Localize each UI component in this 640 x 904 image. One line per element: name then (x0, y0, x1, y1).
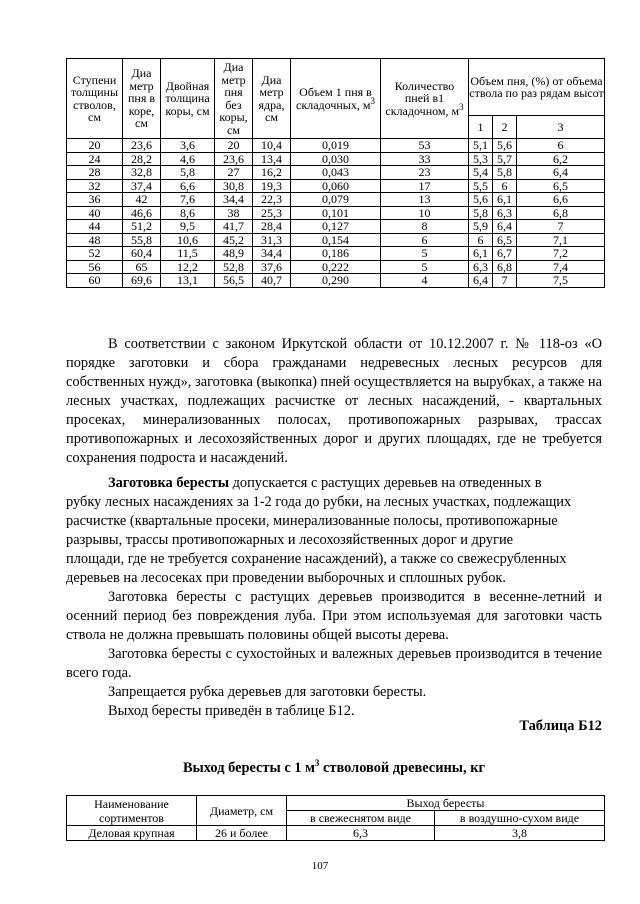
table-cell: 23,6 (215, 152, 253, 166)
table-cell: 5,4 (469, 166, 493, 180)
table-cell: 6,3 (493, 206, 517, 220)
table-cell: 13,4 (253, 152, 291, 166)
table-cell: 5,1 (469, 139, 493, 153)
table-cell: 48,9 (215, 247, 253, 261)
table-cell: 8,6 (161, 206, 215, 220)
header-stump-diameter-bark: Диа метр пня в коре, см (123, 59, 161, 139)
table-cell: 5,8 (493, 166, 517, 180)
table-cell: 6,1 (469, 247, 493, 261)
header-fresh: в свежеснятом виде (287, 811, 435, 826)
page-number: 107 (311, 860, 329, 872)
header-height-class-1: 1 (469, 116, 493, 139)
table-title: Выход бересты с 1 $м^3$ стволовой древесины, кг (182, 758, 486, 776)
header-height-class-2: 2 (493, 116, 517, 139)
table-cell: 41,7 (215, 220, 253, 234)
paragraph-line: рубку лесных насаждениях за 1-2 года до рубки, на лесных участках, подлежащих (66, 494, 572, 510)
table-cell: 30,8 (215, 179, 253, 193)
table-cell: 6,4 (469, 274, 493, 288)
table-cell: 0,079 (291, 193, 381, 207)
table-cell: 10 (381, 206, 469, 220)
table-cell: 8 (381, 220, 469, 234)
table-cell: 10,4 (253, 139, 291, 153)
table-cell: 60 (67, 274, 123, 288)
table-cell: 6,5 (517, 179, 605, 193)
table-cell: 6,6 (161, 179, 215, 193)
table-cell: 5,6 (469, 193, 493, 207)
table-cell: 23,6 (123, 139, 161, 153)
table-cell: 9,5 (161, 220, 215, 234)
table-cell: 40,7 (253, 274, 291, 288)
table-cell: 53 (381, 139, 469, 153)
table-cell: 34,4 (253, 247, 291, 261)
table-cell: 3,8 (435, 826, 605, 841)
table-cell: 5,7 (493, 152, 517, 166)
table-cell: 36 (67, 193, 123, 207)
table-cell: 42 (123, 193, 161, 207)
table-cell: 5 (381, 247, 469, 261)
table-cell: 3,6 (161, 139, 215, 153)
bark-table-body (67, 826, 605, 841)
table-cell: 20 (215, 139, 253, 153)
table-cell: 5,6 (493, 139, 517, 153)
paragraph-text: Выход бересты приведён в таблице Б12. (108, 703, 355, 719)
header-core-diameter: Диа метр ядра, см (253, 59, 291, 139)
table-cell: 52,8 (215, 260, 253, 274)
table-cell: 28,2 (123, 152, 161, 166)
table-cell: 37,4 (123, 179, 161, 193)
table-cell: 6,2 (517, 152, 605, 166)
table-cell: 0,290 (291, 274, 381, 288)
table-cell: 5,5 (469, 179, 493, 193)
table-cell: 10,6 (161, 233, 215, 247)
table-caption: Таблица Б12 (519, 718, 602, 734)
table-cell: 45,2 (215, 233, 253, 247)
table-cell: 20 (67, 139, 123, 153)
table-cell: 0,127 (291, 220, 381, 234)
table-cell: 56 (67, 260, 123, 274)
table-row (67, 233, 605, 247)
table-cell: 22,3 (253, 193, 291, 207)
table-row (67, 139, 605, 153)
header-thickness-step: Ступени толщины стволов, см (67, 59, 123, 139)
table-cell: 0,030 (291, 152, 381, 166)
table-cell: 28 (67, 166, 123, 180)
table-cell: 7 (517, 220, 605, 234)
table-cell: 6,4 (517, 166, 605, 180)
table-cell: 25,3 (253, 206, 291, 220)
table-cell: 7,4 (517, 260, 605, 274)
table-cell: 5,9 (469, 220, 493, 234)
header-air-dry: в воздушно-сухом виде (435, 811, 605, 826)
table-cell: 0,019 (291, 139, 381, 153)
table-cell: 31,3 (253, 233, 291, 247)
paragraph-birch-bark (66, 474, 602, 721)
table-cell: 6,3 (469, 260, 493, 274)
table-cell: 46,6 (123, 206, 161, 220)
table-cell: 7,1 (517, 233, 605, 247)
header-stump-diameter-no-bark: Диа метр пня без коры, см (215, 59, 253, 139)
table-cell: 0,101 (291, 206, 381, 220)
table-cell: 13 (381, 193, 469, 207)
table-cell: 16,2 (253, 166, 291, 180)
stump-volume-table (66, 58, 605, 288)
paragraph-line: Заготовка бересты допускается с растущих деревьев на отведенных в (108, 475, 542, 491)
table-cell: 32 (67, 179, 123, 193)
table-cell: 6 (517, 139, 605, 153)
table-cell: 6,8 (493, 260, 517, 274)
paragraph-line: деревьев на лесосеках при проведении выборочных и сплошных рубок. (66, 570, 507, 586)
table-cell: 69,6 (123, 274, 161, 288)
table-cell: 65 (123, 260, 161, 274)
table-cell: 17 (381, 179, 469, 193)
table-cell: 7,5 (517, 274, 605, 288)
table-cell: 6,6 (517, 193, 605, 207)
table-row (67, 274, 605, 288)
paragraph-text: Заготовка бересты с сухостойных и валежных деревьев производится в течение всего года. (66, 646, 602, 681)
table-cell: 23 (381, 166, 469, 180)
table-cell: 5,3 (469, 152, 493, 166)
table-cell: 6 (493, 179, 517, 193)
paragraph-line: площади, где не требуется сохранение насаждений), а также со свежесрубленных (66, 551, 567, 567)
table-cell: 13,1 (161, 274, 215, 288)
header-height-class-3: 3 (517, 116, 605, 139)
table-row (67, 152, 605, 166)
paragraph-text: В соответствии с законом Иркутской области от 10.12.2007 г. № 118-оз «О порядке заготовки и сбора гражданами недревесных лесных ресурсов для собственных нужд», заготовка (выкопка) пней осуществляется на вырубках, а также на лесных участках, подлежащих расчистке от лесных насаждений, - квартальных просеках, минерализованных полосах, противопожарных разрывах, трассах противопожарных и лесохозяйственных дорог и других площадях, где не требуется сохранения подроста и насаждений. (66, 336, 602, 466)
table-row (67, 260, 605, 274)
paragraph-text: Заготовка бересты с растущих деревьев производится в весенне-летний и осенний период без повреждения луба. При этом используемая для заготовки часть ствола не должна превышать половины общей высоты дерева. (66, 589, 602, 643)
table-cell: 28,4 (253, 220, 291, 234)
table-row (67, 247, 605, 261)
table-row (67, 220, 605, 234)
header-assortment: Наименование сортиментов (67, 796, 197, 826)
header-diameter: Диаметр, см (197, 796, 287, 826)
header-double-bark: Двойная толщина коры, см (161, 59, 215, 139)
table-cell: 6 (381, 233, 469, 247)
table-cell: 6 (469, 233, 493, 247)
table-cell: 6,1 (493, 193, 517, 207)
table-row (67, 826, 605, 841)
header-bark-yield: Выход бересты (287, 796, 605, 811)
table-cell: 55,8 (123, 233, 161, 247)
table-row (67, 179, 605, 193)
table-cell: 56,5 (215, 274, 253, 288)
table-cell: 6,7 (493, 247, 517, 261)
table-cell: 26 и более (197, 826, 287, 841)
table-cell: 7,2 (517, 247, 605, 261)
table-cell: 0,222 (291, 260, 381, 274)
table-cell: 6,3 (287, 826, 435, 841)
table-cell: 0,186 (291, 247, 381, 261)
table-cell: 6,8 (517, 206, 605, 220)
stump-table-body (67, 139, 605, 288)
paragraph-stumps (66, 335, 602, 468)
table-cell: 60,4 (123, 247, 161, 261)
table-cell: 48 (67, 233, 123, 247)
paragraph-line: разрывы, трассы противопожарных и лесохозяйственных дорог и другие (66, 532, 514, 548)
table-cell: 6,4 (493, 220, 517, 234)
table-row (67, 166, 605, 180)
table-cell: 19,3 (253, 179, 291, 193)
table-cell: 38 (215, 206, 253, 220)
table-cell: 4 (381, 274, 469, 288)
table-cell: 51,2 (123, 220, 161, 234)
table-cell: 0,043 (291, 166, 381, 180)
table-cell: 34,4 (215, 193, 253, 207)
table-cell: 32,8 (123, 166, 161, 180)
bold-term: Заготовка бересты (108, 475, 229, 491)
bark-yield-table (66, 795, 605, 841)
table-cell: 0,154 (291, 233, 381, 247)
header-stump-volume: Объем 1 пня в складочных, $м^3$ (291, 59, 381, 139)
table-row (67, 206, 605, 220)
table-cell: 6,5 (493, 233, 517, 247)
header-stump-count: Количество пней в1 складочном, $м^3$ (381, 59, 469, 139)
paragraph-line: расчистке (квартальные просеки, минерализованные полосы, противопожарные (66, 513, 558, 529)
table-cell: 5 (381, 260, 469, 274)
table-cell: 5,8 (161, 166, 215, 180)
table-cell: 5,8 (469, 206, 493, 220)
table-cell: 52 (67, 247, 123, 261)
table-row (67, 193, 605, 207)
table-cell: 33 (381, 152, 469, 166)
table-cell: Деловая крупная (67, 826, 197, 841)
table-cell: 27 (215, 166, 253, 180)
table-cell: 24 (67, 152, 123, 166)
table-cell: 12,2 (161, 260, 215, 274)
table-cell: 11,5 (161, 247, 215, 261)
table-cell: 40 (67, 206, 123, 220)
paragraph-text: Запрещается рубка деревьев для заготовки бересты. (108, 684, 427, 700)
table-cell: 37,6 (253, 260, 291, 274)
table-cell: 7 (493, 274, 517, 288)
header-volume-percent: Объем пня, (%) от объема ствола по раз рядам высот (469, 59, 605, 116)
table-cell: 0,060 (291, 179, 381, 193)
table-cell: 4,6 (161, 152, 215, 166)
table-cell: 44 (67, 220, 123, 234)
table-cell: 7,6 (161, 193, 215, 207)
